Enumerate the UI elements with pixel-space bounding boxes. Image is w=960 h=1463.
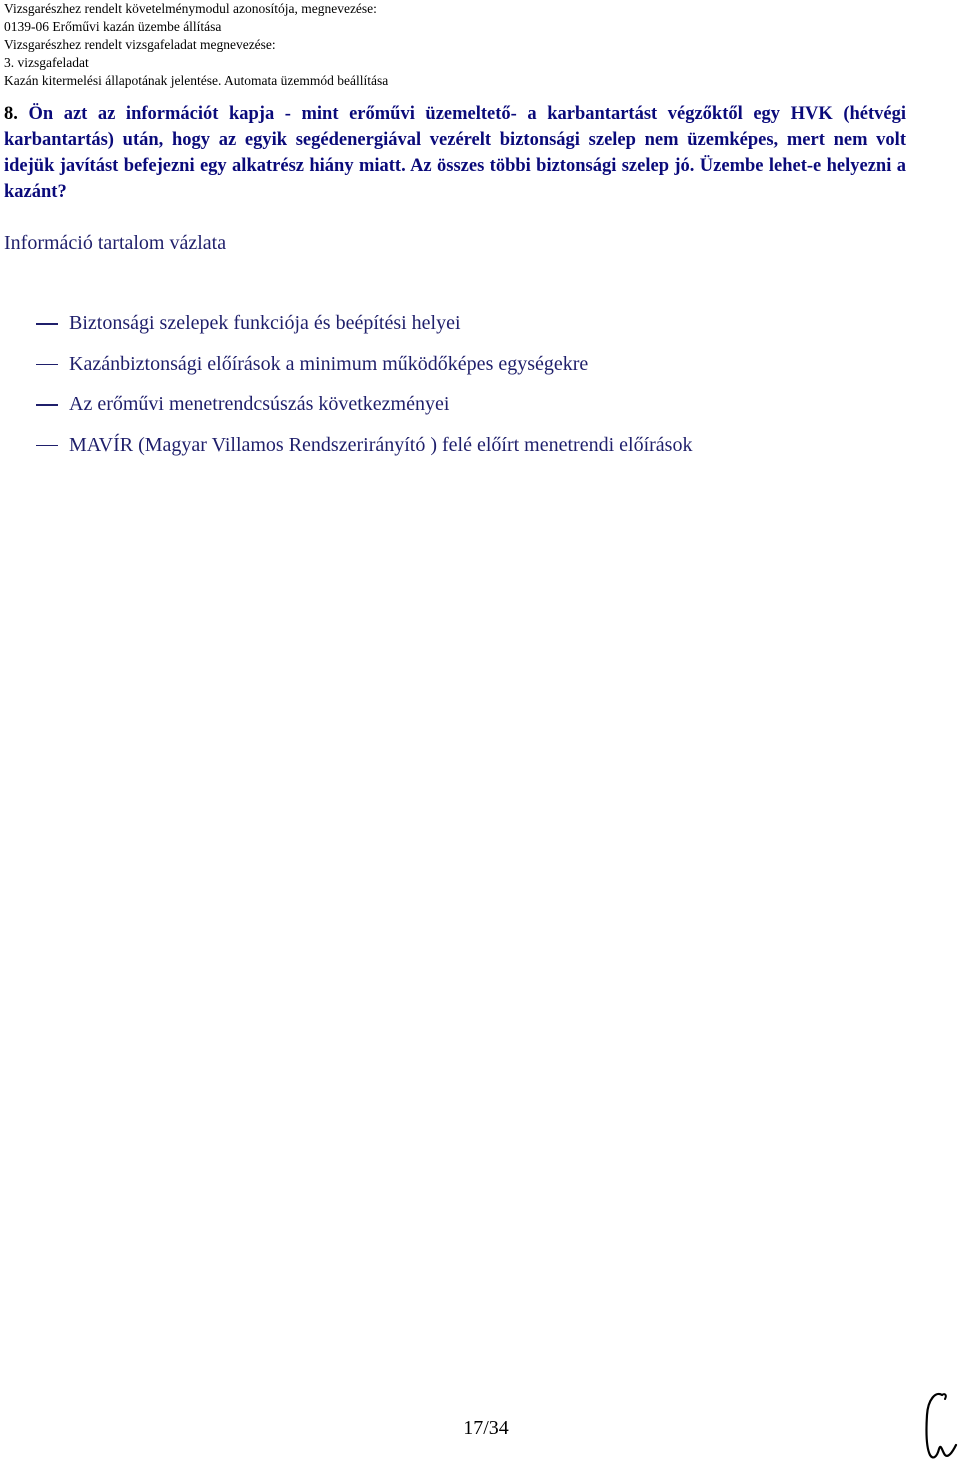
- document-header: [4, 0, 388, 90]
- list-item-text: Kazánbiztonsági előírások a minimum működőképes egységekre: [69, 352, 589, 375]
- outline-title: Információ tartalom vázlata: [4, 232, 227, 254]
- dash-bullet-icon: [36, 364, 58, 366]
- list-item-text: Az erőművi menetrendcsúszás következményei: [69, 393, 450, 415]
- dash-bullet-icon: [36, 323, 58, 325]
- list-item-text: MAVÍR (Magyar Villamos Rendszerirányító ) felé előírt menetrendi előírások: [69, 433, 693, 456]
- task-question: [4, 101, 906, 205]
- list-item: [36, 431, 692, 472]
- header-task-title: Kazán kitermelési állapotának jelentése. Automata üzemmód beállítása: [4, 73, 389, 88]
- outline-list: [36, 309, 692, 471]
- task-number: 8.: [4, 104, 18, 124]
- signature-icon: [918, 1385, 960, 1463]
- list-item: [36, 309, 692, 350]
- header-module-id: 0139-06 Erőművi kazán üzembe állítása: [4, 19, 222, 34]
- page-number: 17/34: [463, 1417, 509, 1439]
- list-item-text: Biztonsági szelepek funkciója és beépítési helyei: [69, 312, 461, 334]
- task-text: Ön azt az információt kapja - mint erőművi üzemeltető- a karbantartást végzőktől egy HVK (hétvégi karbantartás) után, hogy az egyik segédenergiával vezérelt biztonsági szelep nem üzemképes, mert nem volt idejük javítást befejezni egy alkatrész hiány miatt. Az összes többi biztonsági szelep jó. Üzembe lehet-e helyezni a kazánt?: [4, 104, 906, 202]
- list-item: [36, 390, 692, 431]
- dash-bullet-icon: [36, 445, 58, 447]
- header-task-label: Vizsgarészhez rendelt vizsgafeladat megnevezése:: [4, 37, 276, 52]
- header-module-label: Vizsgarészhez rendelt követelménymodul azonosítója, megnevezése:: [4, 1, 377, 16]
- list-item: [36, 350, 692, 391]
- dash-bullet-icon: [36, 404, 58, 406]
- header-task-number: 3. vizsgafeladat: [4, 55, 89, 70]
